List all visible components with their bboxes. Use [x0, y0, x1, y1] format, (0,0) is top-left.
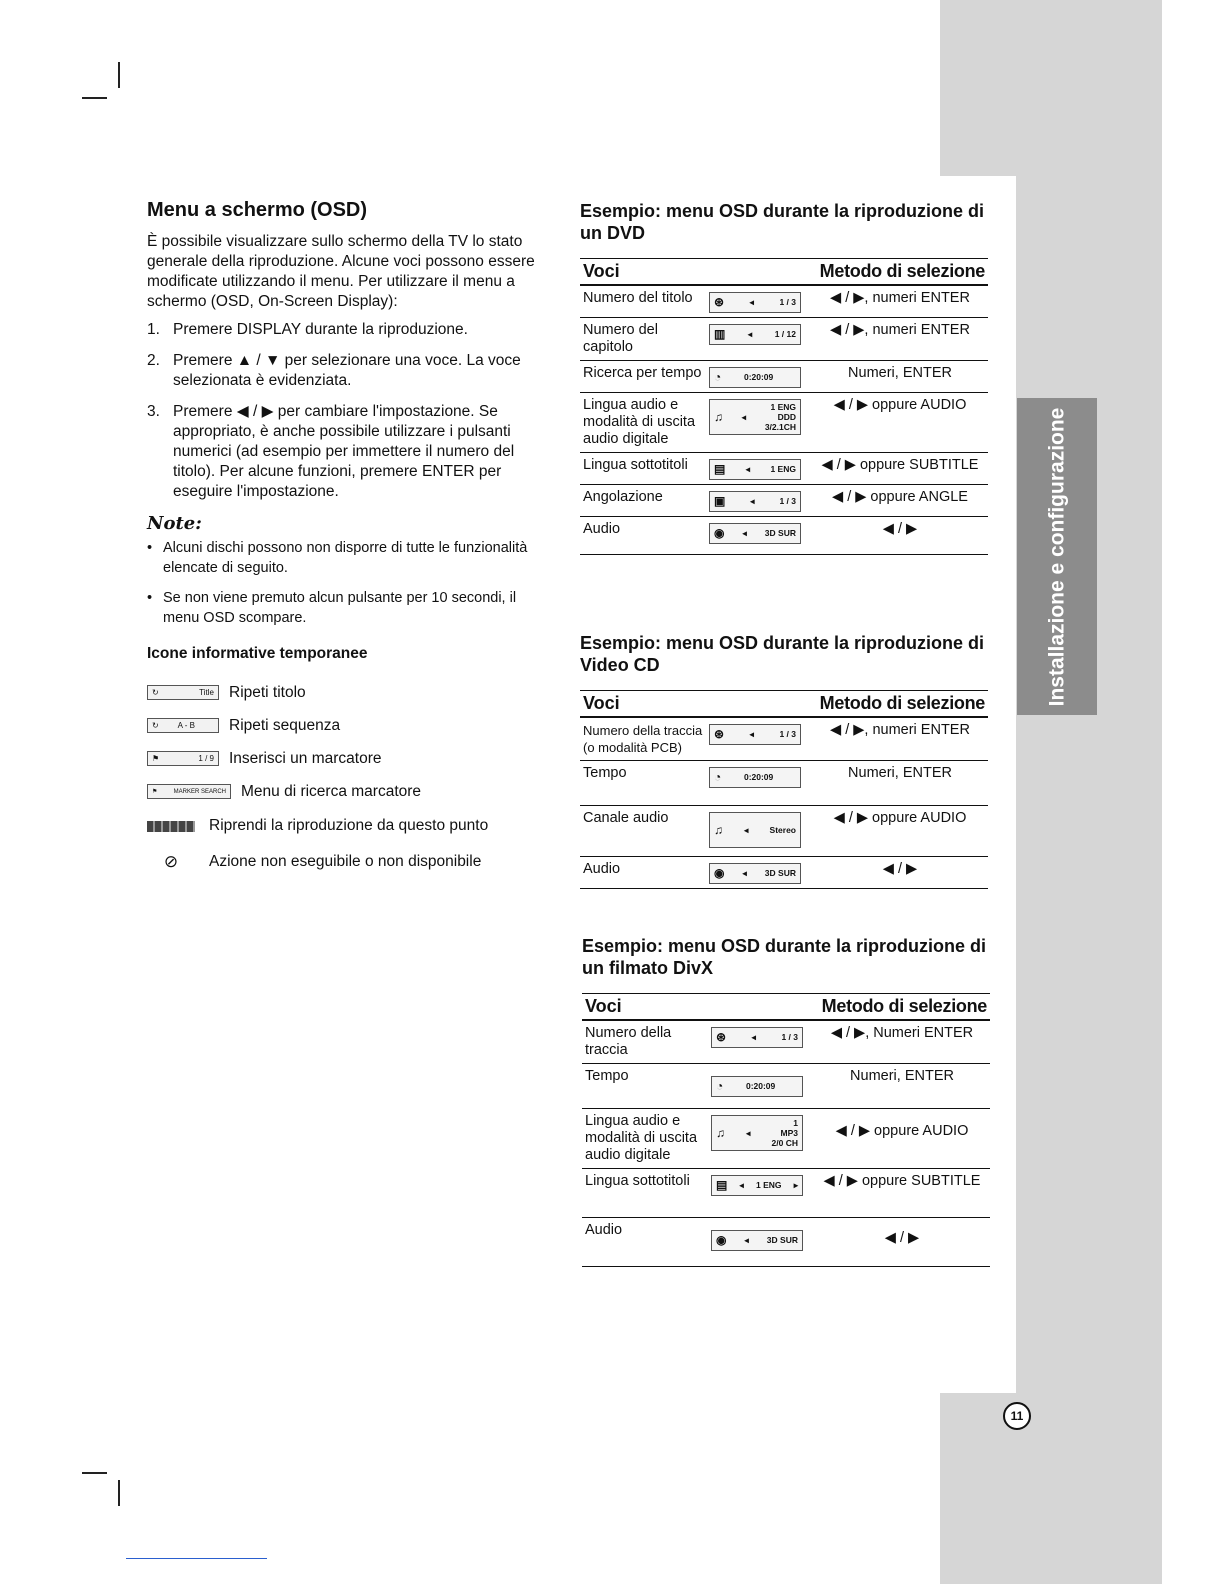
footer-line	[126, 1558, 267, 1559]
step-item: 3. Premere ◀ / ▶ per cambiare l'impostazione. Se appropriato, è anche possibile utilizzare i pulsanti numerici (ad esempio per immettere il numero del titolo). Per alcune funzioni, premere ENTER per eseguire l'impostazione.	[147, 403, 515, 500]
audio-language-display: ♫ ◂ 1 MP3 2/0 CH	[711, 1115, 803, 1151]
time-display: ◔ 0:20:09	[711, 1076, 803, 1097]
note-heading: Note:	[147, 513, 202, 534]
column-header: Voci	[582, 994, 814, 1021]
crop-mark	[82, 97, 107, 99]
notes-list	[147, 538, 552, 628]
divx-table	[582, 993, 990, 1267]
table-row: Numero della traccia (o modalità PCB) ⊛ ◂ 1 / 3 ◀ / ▶, numeri ENTER	[580, 717, 988, 761]
dvd-section	[580, 200, 988, 555]
page-number: 11	[1003, 1402, 1031, 1430]
column-header: Voci	[580, 691, 812, 718]
time-display: ◔ 0:20:09	[709, 767, 801, 788]
table-row: Audio ◉ ◂ 3D SUR ◀ / ▶	[580, 857, 988, 889]
table-row: Numero del capitolo ▥ ◂ 1 / 12 ◀ / ▶, numeri ENTER	[580, 318, 988, 361]
section-heading: Esempio: menu OSD durante la riproduzione di Video CD	[580, 633, 985, 675]
disc-icon: ⊛	[714, 727, 725, 741]
angle-display: ▣ ◂ 1 / 3	[709, 491, 801, 512]
surround-icon: ◉	[714, 866, 725, 880]
crop-mark	[118, 62, 120, 88]
speaker-icon: ♫	[714, 409, 723, 424]
section-heading: Esempio: menu OSD durante la riproduzione di un filmato DivX	[582, 936, 987, 978]
column-header: Voci	[580, 259, 812, 286]
table-row: Audio ◉ ◂ 3D SUR ◀ / ▶	[580, 517, 988, 555]
icon-row: ⊘ Azione non eseguibile o non disponibile	[147, 844, 552, 880]
speaker-icon: ♫	[716, 1125, 725, 1140]
subtitle-display: ▤ ◂ 1 ENG ▸	[711, 1175, 803, 1196]
icon-row: ↻ Title Ripeti titolo	[147, 676, 552, 709]
steps-list	[147, 320, 552, 502]
time-display: ◔ 0:20:09	[709, 367, 801, 388]
table-row: Numero del titolo ⊛ ◂ 1 / 3 ◀ / ▶, numeri ENTER	[580, 285, 988, 318]
audio-display: ◉ ◂ 3D SUR	[709, 523, 801, 544]
subtitle-icon: ▤	[714, 462, 726, 476]
marker-icon: ⚑ 1 / 9	[147, 751, 219, 766]
left-column	[147, 200, 552, 880]
divx-section	[582, 935, 990, 1267]
speaker-icon: ♫	[714, 822, 723, 837]
table-row: Tempo ◔ 0:20:09 Numeri, ENTER	[582, 1064, 990, 1109]
table-row: Audio ◉ ◂ 3D SUR ◀ / ▶	[582, 1218, 990, 1267]
surround-icon: ◉	[716, 1233, 727, 1247]
margin-band	[1016, 0, 1162, 1584]
track-display: ⊛ ◂ 1 / 3	[711, 1027, 803, 1048]
repeat-title-icon: ↻ Title	[147, 685, 219, 700]
intro-text: È possibile visualizzare sullo schermo della TV lo stato generale della riproduzione. Alcune voci possono essere modificate utilizzando il menu. Per utilizzare il menu a schermo (OSD, On-Screen Display):	[147, 233, 535, 310]
chapter-icon: ▥	[714, 327, 726, 341]
audio-display: ◉ ◂ 3D SUR	[709, 863, 801, 884]
section-tab: Installazione e configurazione	[1017, 398, 1097, 715]
disc-icon: ⊛	[716, 1030, 727, 1044]
subtitle-icon: ▤	[716, 1178, 728, 1192]
dvd-table	[580, 258, 988, 555]
clock-icon: ◔	[716, 1079, 724, 1093]
clock-icon: ◔	[714, 370, 722, 384]
vcd-section	[580, 632, 988, 889]
camera-icon: ▣	[714, 494, 726, 508]
audio-channel-display: ♫ ◂ Stereo	[709, 812, 801, 848]
table-row: Lingua sottotitoli ▤ ◂ 1 ENG ◀ / ▶ oppure SUBTITLE	[580, 453, 988, 485]
audio-language-display: ♫ ◂ 1 ENG DDD 3/2.1CH	[709, 399, 801, 435]
repeat-ab-icon: ↻ A - B	[147, 718, 219, 733]
note-item: • Se non viene premuto alcun pulsante per 10 secondi, il menu OSD scompare.	[147, 590, 517, 626]
prohibited-icon: ⊘	[163, 852, 179, 871]
audio-display: ◉ ◂ 3D SUR	[711, 1230, 803, 1251]
clock-icon: ◔	[714, 770, 722, 784]
column-header: Metodo di selezione	[812, 259, 988, 286]
icon-row: ⚑ 1 / 9 Inserisci un marcatore	[147, 742, 552, 775]
track-display: ⊛ ◂ 1 / 3	[709, 724, 801, 745]
surround-icon: ◉	[714, 526, 725, 540]
icon-row: Riprendi la riproduzione da questo punto	[147, 808, 552, 844]
note-item: • Alcuni dischi possono non disporre di tutte le funzionalità elencate di seguito.	[147, 540, 528, 576]
margin-band	[940, 1393, 1162, 1584]
section-title: Menu a schermo (OSD)	[147, 199, 368, 221]
subtitle-display: ▤ ◂ 1 ENG	[709, 459, 801, 480]
chapter-display: ▥ ◂ 1 / 12	[709, 324, 801, 345]
vcd-table	[580, 690, 988, 889]
step-item: 1. Premere DISPLAY durante la riproduzione.	[147, 321, 468, 338]
icons-heading: Icone informative temporanee	[147, 645, 368, 662]
step-item: 2. Premere ▲ / ▼ per selezionare una voce. La voce selezionata è evidenziata.	[147, 352, 521, 389]
table-row: Numero della traccia ⊛ ◂ 1 / 3 ◀ / ▶, Numeri ENTER	[582, 1020, 990, 1064]
disc-icon: ⊛	[714, 295, 725, 309]
table-row: Lingua sottotitoli ▤ ◂ 1 ENG ▸ ◀ / ▶ oppure SUBTITLE	[582, 1169, 990, 1218]
title-display: ⊛ ◂ 1 / 3	[709, 292, 801, 313]
crop-mark	[118, 1480, 120, 1506]
table-row: Lingua audio e modalità di uscita audio digitale ♫ ◂ 1 MP3 2/0 CH ◀ / ▶ oppure AUDIO	[582, 1109, 990, 1169]
resume-icon	[147, 821, 195, 832]
column-header: Metodo di selezione	[812, 691, 988, 718]
table-row: Tempo ◔ 0:20:09 Numeri, ENTER	[580, 761, 988, 806]
section-heading: Esempio: menu OSD durante la riproduzione di un DVD	[580, 201, 985, 243]
crop-mark	[82, 1472, 107, 1474]
table-row: Canale audio ♫ ◂ Stereo ◀ / ▶ oppure AUDIO	[580, 806, 988, 857]
table-row: Angolazione ▣ ◂ 1 / 3 ◀ / ▶ oppure ANGLE	[580, 485, 988, 517]
column-header: Metodo di selezione	[814, 994, 990, 1021]
icon-row: ⚑ MARKER SEARCH Menu di ricerca marcatore	[147, 775, 552, 808]
table-row: Ricerca per tempo ◔ 0:20:09 Numeri, ENTER	[580, 361, 988, 393]
marker-search-icon: ⚑ MARKER SEARCH	[147, 784, 231, 799]
icon-row: ↻ A - B Ripeti sequenza	[147, 709, 552, 742]
table-row: Lingua audio e modalità di uscita audio digitale ♫ ◂ 1 ENG DDD 3/2.1CH ◀ / ▶ oppure AUDIO	[580, 393, 988, 453]
